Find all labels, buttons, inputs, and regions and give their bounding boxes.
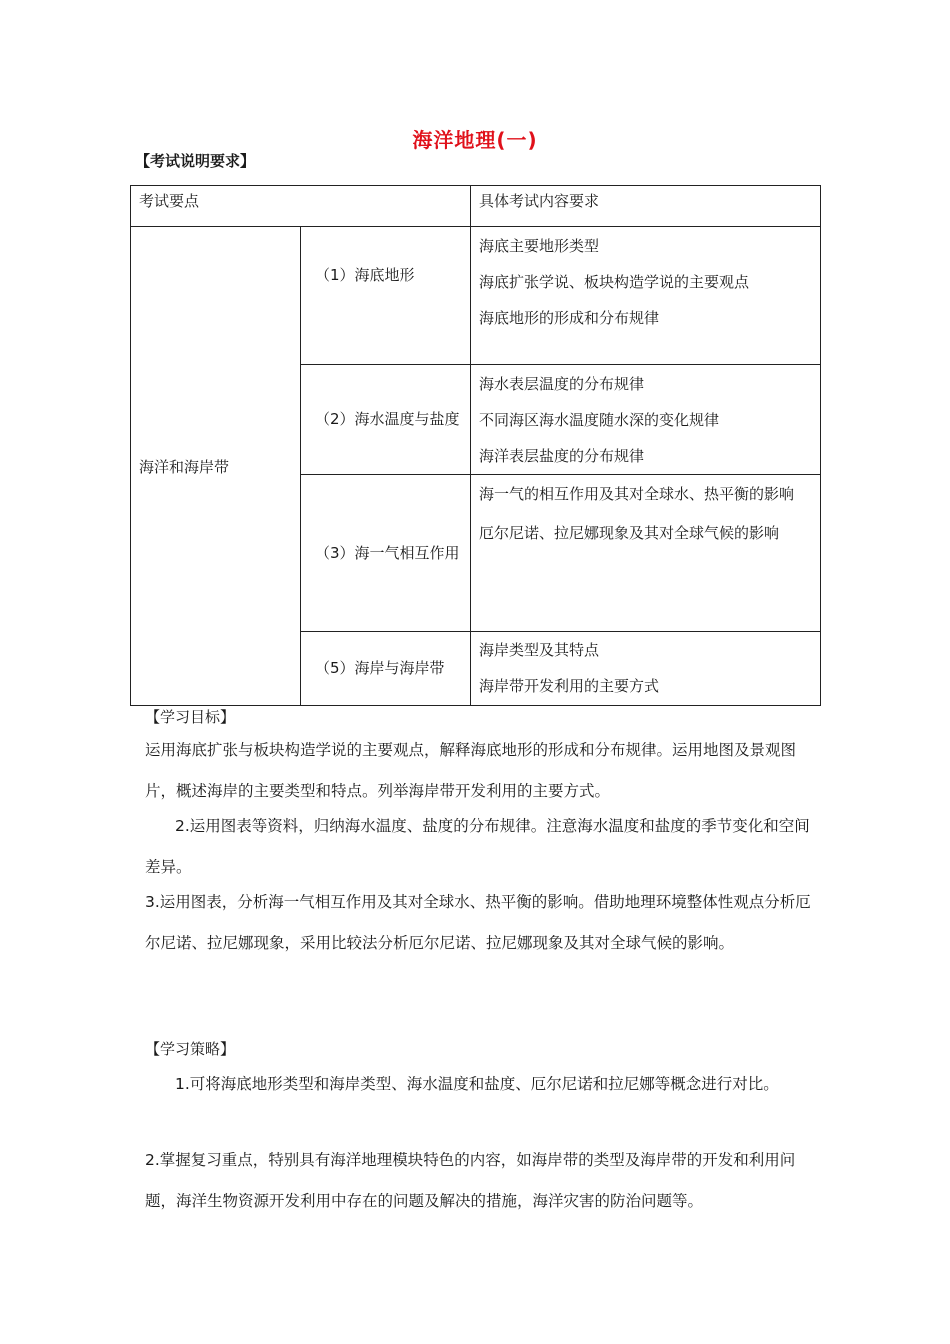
content-cell bbox=[471, 632, 821, 706]
content-item: 海底主要地形类型 bbox=[479, 237, 600, 255]
content-item: 海底地形的形成和分布规律 bbox=[479, 309, 660, 327]
topic-label: （1）海底地形 bbox=[315, 266, 415, 284]
content-item: 海底扩张学说、板块构造学说的主要观点 bbox=[479, 273, 750, 291]
exam-requirements-table bbox=[130, 185, 821, 706]
exam-requirements-heading: 【考试说明要求】 bbox=[135, 152, 256, 170]
table-header-cell: 考试要点 bbox=[131, 186, 471, 227]
topic-cell bbox=[301, 365, 471, 475]
topic-label: （3）海一气相互作用 bbox=[315, 543, 460, 562]
learning-goals-paragraph: 2.运用图表等资料，归纳海水温度、盐度的分布规律。注意海水温度和盐度的季节变化和空间差异。 bbox=[145, 817, 810, 876]
learning-strategy-paragraph: 1.可将海底地形类型和海岸类型、海水温度和盐度、厄尔尼诺和拉尼娜等概念进行对比。 bbox=[175, 1075, 779, 1093]
content-item: 不同海区海水温度随水深的变化规律 bbox=[479, 411, 720, 429]
learning-strategy-paragraph: 2.掌握复习重点，特别具有海洋地理模块特色的内容，如海岸带的类型及海岸带的开发和利用问题，海洋生物资源开发利用中存在的问题及解决的措施，海洋灾害的防治问题等。 bbox=[145, 1151, 796, 1210]
content-item: 海一气的相互作用及其对全球水、热平衡的影响 bbox=[479, 485, 795, 503]
topic-cell bbox=[301, 632, 471, 706]
content-cell bbox=[471, 227, 821, 365]
content-cell bbox=[471, 475, 821, 632]
content-item: 海岸带开发利用的主要方式 bbox=[479, 677, 660, 695]
topic-label: （2）海水温度与盐度 bbox=[315, 410, 460, 428]
content-item: 海水表层温度的分布规律 bbox=[479, 375, 645, 393]
topic-label: （5）海岸与海岸带 bbox=[315, 659, 445, 677]
learning-goals-paragraph: 运用海底扩张与板块构造学说的主要观点，解释海底地形的形成和分布规律。运用地图及景观图片，概述海岸的主要类型和特点。列举海岸带开发利用的主要方式。 bbox=[145, 741, 797, 800]
main-topic-cell: 海洋和海岸带 bbox=[131, 227, 301, 706]
learning-goals-paragraph: 3.运用图表，分析海一气相互作用及其对全球水、热平衡的影响。借助地理环境整体性观点分析厄尔尼诺、拉尼娜现象，采用比较法分析厄尔尼诺、拉尼娜现象及其对全球气候的影响。 bbox=[145, 893, 811, 952]
topic-cell bbox=[301, 227, 471, 365]
topic-cell bbox=[301, 475, 471, 632]
content-cell bbox=[471, 365, 821, 475]
content-item: 厄尔尼诺、拉尼娜现象及其对全球气候的影响 bbox=[479, 524, 780, 542]
learning-goals-heading: 【学习目标】 bbox=[145, 708, 236, 726]
page-title: 海洋地理(一) bbox=[412, 128, 538, 152]
learning-strategy-heading: 【学习策略】 bbox=[145, 1040, 236, 1058]
content-item: 海洋表层盐度的分布规律 bbox=[479, 447, 645, 465]
content-item: 海岸类型及其特点 bbox=[479, 641, 600, 659]
table-row bbox=[131, 227, 821, 365]
table-header-cell: 具体考试内容要求 bbox=[471, 186, 821, 227]
table-header-row bbox=[131, 186, 821, 227]
